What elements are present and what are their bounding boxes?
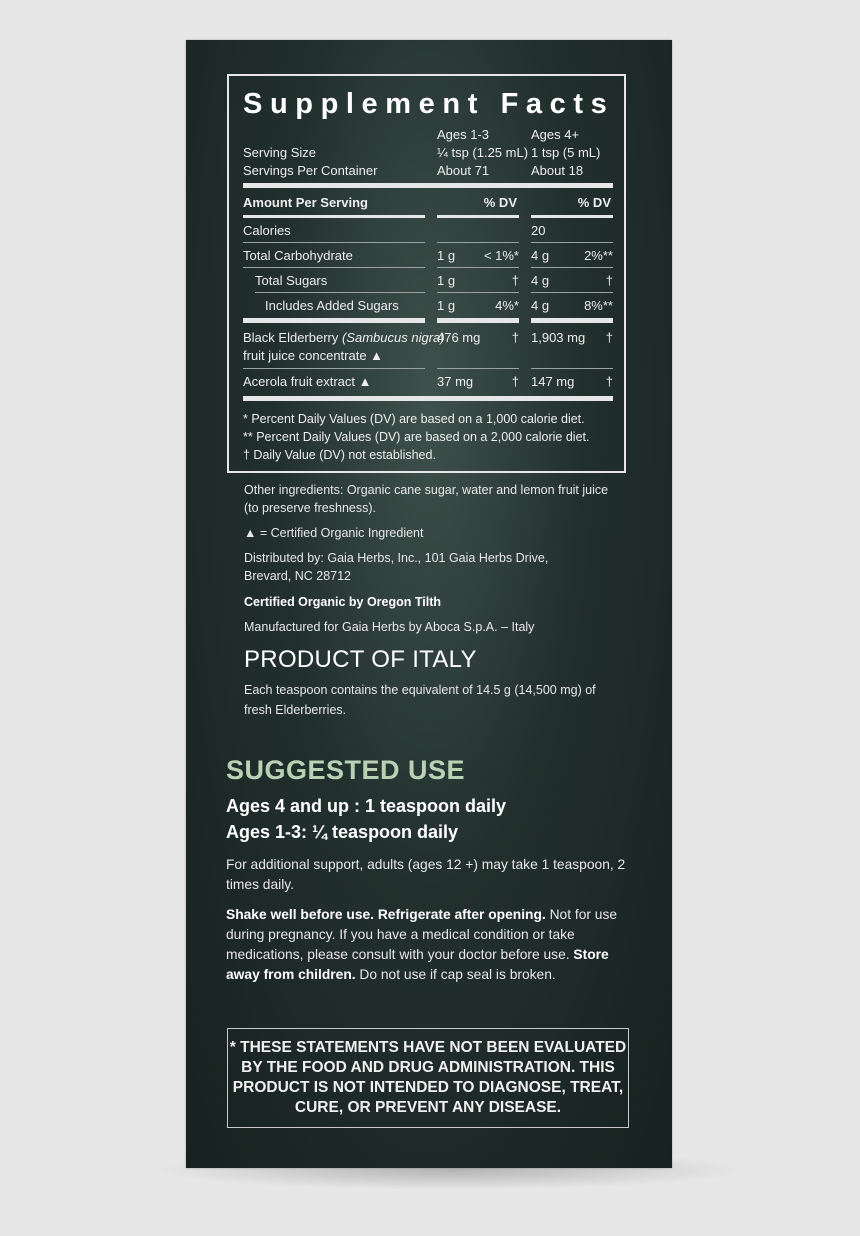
rule-thick-2c	[531, 318, 613, 323]
servings-label: Servings Per Container	[243, 163, 378, 178]
row-elderberry-a2: 1,903 mg	[531, 330, 586, 345]
dv-label-1: % DV	[483, 195, 517, 210]
serving-size-label: Serving Size	[243, 145, 316, 160]
row-acerola-name: Acerola fruit extract ▲	[243, 374, 372, 389]
row-carb-a2: 4 g	[531, 248, 550, 263]
row-sugars-a2: 4 g	[531, 273, 550, 288]
row-carb-d1: < 1%*	[483, 248, 519, 263]
elderberry-name-pre: Black Elderberry	[243, 330, 342, 345]
organic-key: ▲ = Certified Organic Ingredient	[244, 526, 424, 540]
rule-thin	[531, 242, 613, 243]
rule-thin	[437, 292, 519, 293]
certified-organic: Certified Organic by Oregon Tilth	[244, 595, 442, 609]
facts-title: Supplement Facts	[243, 88, 615, 120]
rule-thin	[243, 368, 425, 369]
serving-size-1: ¼ tsp (1.25 mL)	[437, 145, 529, 160]
distributed-line1: Distributed by: Gaia Herbs, Inc., 101 Gaia Herbs Drive,	[244, 551, 549, 565]
row-sugars-name: Total Sugars	[255, 273, 328, 288]
row-sugars-d1: †	[511, 273, 519, 288]
rule-mid-b	[437, 215, 519, 218]
distributed-line2: Brevard, NC 28712	[244, 569, 352, 583]
manufactured-by: Manufactured for Gaia Herbs by Aboca S.p.A. – Italy	[244, 620, 535, 634]
row-added-name: Includes Added Sugars	[265, 298, 399, 313]
dose-ages-4: Ages 4 and up : 1 teaspoon daily	[226, 796, 507, 816]
serving-size-2: 1 tsp (5 mL)	[531, 145, 601, 160]
disclaimer-line: BY THE FOOD AND DRUG ADMINISTRATION. THIS	[241, 1059, 615, 1076]
row-acerola-a1: 37 mg	[437, 374, 474, 389]
shake-warning: Shake well before use. Refrigerate after opening.	[226, 907, 546, 922]
disclaimer-line: CURE, OR PREVENT ANY DISEASE.	[294, 1099, 562, 1116]
row-sugars-a1: 1 g	[437, 273, 456, 288]
elderberry-latin-name: (Sambucus nigra)	[341, 330, 445, 345]
row-sugars-d2: †	[605, 273, 613, 288]
usage-warnings	[226, 905, 626, 985]
row-carb-d2: 2%**	[584, 248, 613, 263]
footnote-1000: * Percent Daily Values (DV) are based on a 1,000 calorie diet.	[243, 412, 585, 426]
rule-thick-3	[243, 396, 613, 401]
rule-thin	[437, 267, 519, 268]
row-elderberry-a1: 476 mg	[437, 330, 481, 345]
rule-thin	[437, 368, 519, 369]
rule-thin	[531, 267, 613, 268]
footnote-dagger: † Daily Value (DV) not established.	[243, 448, 436, 462]
teaspoon-equivalent-line1: Each teaspoon contains the equivalent of 14.5 g (14,500 mg) of	[244, 683, 596, 697]
col2-head: Ages 4+	[531, 127, 580, 142]
col1-head: Ages 1-3	[437, 127, 490, 142]
row-carb-a1: 1 g	[437, 248, 456, 263]
rule-thin	[243, 242, 425, 243]
row-carb-name: Total Carbohydrate	[243, 248, 353, 263]
rule-thin	[531, 292, 613, 293]
amount-label: Amount Per Serving	[243, 195, 368, 210]
row-added-a2: 4 g	[531, 298, 550, 313]
rule-thick-2a	[243, 318, 425, 323]
rule-thin	[243, 267, 425, 268]
product-of-italy: PRODUCT OF ITALY	[244, 646, 477, 673]
row-calories-name: Calories	[243, 223, 291, 238]
supplement-facts-panel	[227, 74, 626, 473]
adult-dose-text: For additional support, adults (ages 12 +) may take 1 teaspoon, 2 times daily.	[226, 857, 626, 892]
pregnancy-warning: Not for use during pregnancy. If you have a medical condition or take medications, please consult with your doctor before use.	[226, 907, 618, 962]
dv-label-2: % DV	[577, 195, 611, 210]
suggested-use-title: SUGGESTED USE	[226, 755, 466, 785]
cap-seal-warning: Do not use if cap seal is broken.	[355, 967, 556, 982]
disclaimer-line: PRODUCT IS NOT INTENDED TO DIAGNOSE, TREAT,	[232, 1079, 624, 1096]
row-acerola-a2: 147 mg	[531, 374, 575, 389]
row-calories-a2: 20	[531, 223, 546, 238]
rule-mid-c	[531, 215, 613, 218]
rule-thick-2b	[437, 318, 519, 323]
store-warning: Store away from children.	[226, 947, 609, 982]
rule-thick-1	[243, 183, 613, 188]
servings-2: About 18	[531, 163, 584, 178]
rule-thin	[531, 368, 613, 369]
row-elderberry-d2: †	[605, 330, 613, 345]
package-back-panel	[186, 40, 672, 1168]
other-ingredients-line1: Other ingredients: Organic cane sugar, water and lemon fruit juice	[244, 483, 609, 497]
row-acerola-d2: †	[605, 374, 613, 389]
row-acerola-d1: †	[511, 374, 519, 389]
rule-thin	[255, 292, 425, 293]
rule-mid-a	[243, 215, 425, 218]
dose-ages-1-3: Ages 1-3: ¼ teaspoon daily	[226, 822, 459, 842]
row-elderberry-name-line2: fruit juice concentrate ▲	[243, 348, 384, 363]
row-elderberry-name	[243, 330, 445, 345]
teaspoon-equivalent-line2: fresh Elderberries.	[244, 703, 347, 717]
other-ingredients-line2: (to preserve freshness).	[244, 501, 376, 515]
footnote-2000: ** Percent Daily Values (DV) are based on a 2,000 calorie diet.	[243, 430, 590, 444]
row-added-d2: 8%**	[584, 298, 613, 313]
row-added-a1: 1 g	[437, 298, 456, 313]
disclaimer-line: * THESE STATEMENTS HAVE NOT BEEN EVALUATED	[229, 1039, 627, 1056]
servings-1: About 71	[437, 163, 490, 178]
fda-disclaimer-box	[227, 1028, 629, 1128]
row-elderberry-d1: †	[511, 330, 519, 345]
row-added-d1: 4%*	[495, 298, 519, 313]
rule-thin	[437, 242, 519, 243]
